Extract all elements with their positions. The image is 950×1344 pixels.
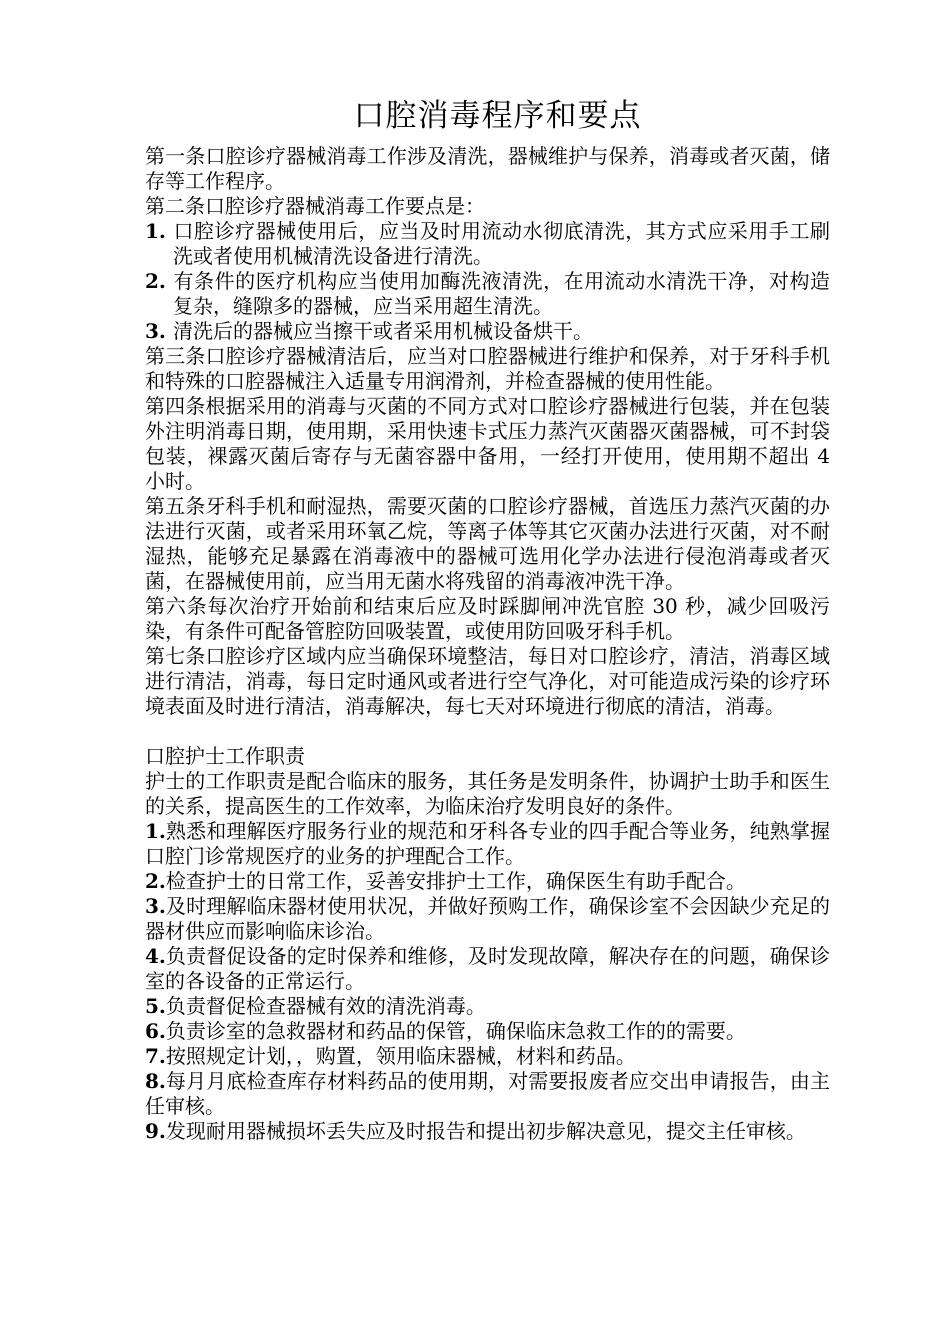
article-2-item bbox=[145, 219, 830, 269]
item-number: 2. bbox=[145, 869, 166, 893]
item-text: 每月月底检查库存材料药品的使用期，对需要报废者应交出申请报告，由主任审核。 bbox=[145, 1069, 830, 1118]
item-text: 检查护士的日常工作，妥善安排护士工作，确保医生有助手配合。 bbox=[165, 869, 746, 893]
nurse-duty-item bbox=[145, 1044, 830, 1069]
item-number: 7. bbox=[145, 1044, 166, 1068]
item-text: 负责督促检查器械有效的清洗消毒。 bbox=[165, 994, 486, 1018]
item-text: 负责督促设备的定时保养和维修，及时发现故障，解决存在的问题，确保诊室的各设备的正常运行。 bbox=[145, 944, 830, 993]
item-text: 有条件的医疗机构应当使用加酶洗液清洗，在用流动水清洗干净，对构造复杂，缝隙多的器械，应当采用超生清洗。 bbox=[173, 269, 830, 318]
nurse-duty-item bbox=[145, 1069, 830, 1119]
article-2-item bbox=[145, 319, 830, 344]
item-number: 5. bbox=[145, 994, 166, 1018]
nurse-intro: 护士的工作职责是配合临床的服务，其任务是发明条件，协调护士助手和医生的关系，提高医生的工作效率，为临床治疗发明良好的条件。 bbox=[145, 769, 830, 818]
article-7: 第七条口腔诊疗区域内应当确保环境整洁，每日对口腔诊疗，清洁，消毒区域进行清洁，消毒，每日定时通风或者进行空气净化，对可能造成污染的诊疗环境表面及时进行清洁，消毒解决，每七天对环境进行彻底的清洁，消毒。 bbox=[145, 644, 830, 718]
article-2: 第二条口腔诊疗器械消毒工作要点是： bbox=[145, 194, 485, 218]
nurse-duty-item bbox=[145, 869, 830, 894]
article-2-item bbox=[145, 269, 830, 319]
article-6: 第六条每次治疗开始前和结束后应及时踩脚闸冲洗官腔 30 秒，减少回吸污染，有条件可配备管腔防回吸装置，或使用防回吸牙科手机。 bbox=[145, 594, 830, 643]
nurse-duty-item bbox=[145, 944, 830, 994]
nurse-duty-item bbox=[145, 994, 830, 1019]
section-spacer bbox=[145, 719, 830, 744]
nurse-duty-item bbox=[145, 1019, 830, 1044]
item-text: 及时理解临床器材使用状况，并做好预购工作，确保诊室不会因缺少充足的器材供应而影响临床诊治。 bbox=[145, 894, 830, 943]
nurse-duty-item bbox=[145, 819, 830, 869]
item-text: 口腔诊疗器械使用后，应当及时用流动水彻底清洗，其方式应采用手工刷洗或者使用机械清洗设备进行清洗。 bbox=[173, 219, 830, 268]
nurse-duty-item bbox=[145, 1119, 830, 1144]
item-number: 3. bbox=[145, 319, 166, 343]
item-number: 1. bbox=[145, 819, 166, 843]
item-number: 9. bbox=[145, 1119, 166, 1143]
item-text: 清洗后的器械应当擦干或者采用机械设备烘干。 bbox=[173, 319, 593, 343]
article-1: 第一条口腔诊疗器械消毒工作涉及清洗，器械维护与保养，消毒或者灭菌，储存等工作程序。 bbox=[145, 144, 830, 193]
item-text: 发现耐用器械损坏丢失应及时报告和提出初步解决意见，提交主任审核。 bbox=[165, 1119, 806, 1143]
nurse-duty-item bbox=[145, 894, 830, 944]
document-page bbox=[145, 92, 830, 1144]
item-number: 3. bbox=[145, 894, 166, 918]
article-5: 第五条牙科手机和耐湿热，需要灭菌的口腔诊疗器械，首选压力蒸汽灭菌的办法进行灭菌，或者采用环氧乙烷，等离子体等其它灭菌办法进行灭菌，对不耐湿热，能够充足暴露在消毒液中的器械可选用化学办法进行侵泡消毒或者灭菌，在器械使用前，应当用无菌水将残留的消毒液冲洗干净。 bbox=[145, 494, 830, 593]
article-4: 第四条根据采用的消毒与灭菌的不同方式对口腔诊疗器械进行包装，并在包装外注明消毒日期，使用期，采用快速卡式压力蒸汽灭菌器灭菌器械，可不封袋包装，裸露灭菌后寄存与无菌容器中备用，一经打开使用，使用期不超出 4 小时。 bbox=[145, 394, 830, 493]
item-text: 按照规定计划，，购置，领用临床器械，材料和药品。 bbox=[165, 1044, 636, 1068]
document-title: 口腔消毒程序和要点 bbox=[353, 98, 642, 134]
item-number: 4. bbox=[145, 944, 166, 968]
item-number: 6. bbox=[145, 1019, 166, 1043]
item-number: 8. bbox=[145, 1069, 166, 1093]
article-3: 第三条口腔诊疗器械清洁后，应当对口腔器械进行维护和保养，对于牙科手机和特殊的口腔器械注入适量专用润滑剂，并检查器械的使用性能。 bbox=[145, 344, 830, 393]
item-number: 2. bbox=[145, 269, 166, 293]
item-text: 熟悉和理解医疗服务行业的规范和牙科各专业的四手配合等业务，纯熟掌握口腔门诊常规医疗的业务的护理配合工作。 bbox=[145, 819, 830, 868]
nurse-section-heading: 口腔护士工作职责 bbox=[145, 744, 305, 768]
item-text: 负责诊室的急救器材和药品的保管，确保临床急救工作的的需要。 bbox=[165, 1019, 746, 1043]
item-number: 1. bbox=[145, 219, 166, 243]
